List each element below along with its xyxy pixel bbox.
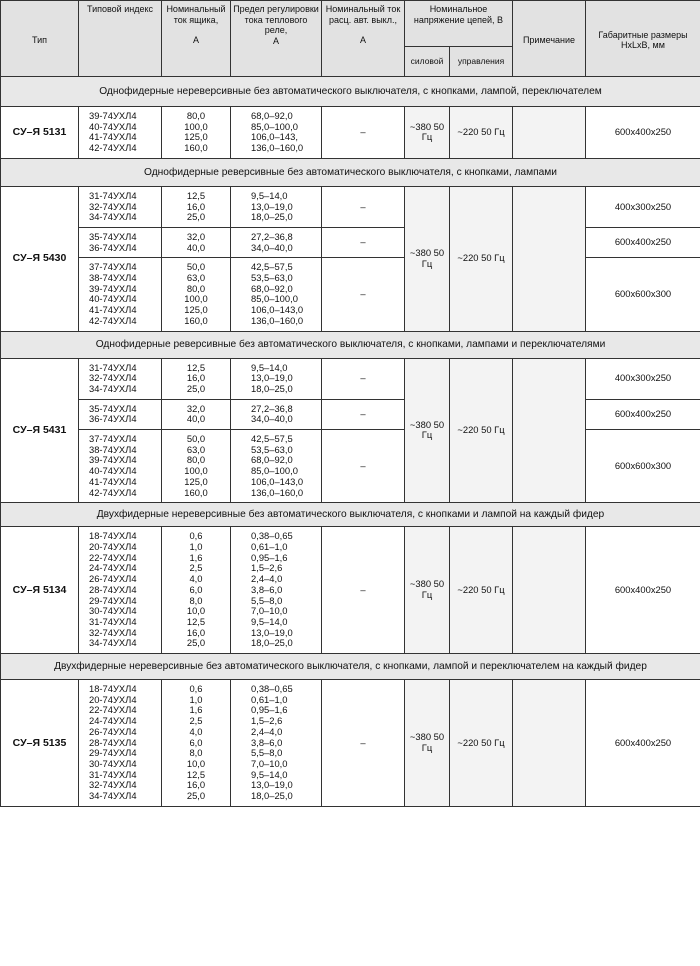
box-current-cell-line: 2,5: [189, 715, 203, 727]
type-index-cell-line: 24-74УХЛ4: [89, 715, 137, 727]
box-current-cell-line: 1,0: [189, 540, 203, 552]
section-title: Однофидерные нереверсивные без автоматического выключателя, с кнопками, лампой, переключателем: [1, 77, 700, 107]
box-current-cell-line: 160,0: [184, 486, 208, 498]
type-index-cell-line: 20-74УХЛ4: [89, 540, 137, 552]
box-current-cell-line: 63,0: [186, 272, 206, 284]
header-index: Типовой индекс: [79, 1, 162, 77]
device-type: СУ–Я 5135: [1, 680, 79, 807]
thermal-range-cell: [231, 258, 322, 331]
section-title-row: [1, 654, 700, 680]
type-index-cell-line: 39-74УХЛ4: [89, 454, 137, 466]
box-current-cell-line: 16,0: [186, 779, 206, 791]
thermal-range-cell-line: 9,5–14,0: [251, 189, 288, 201]
box-current-cell-line: 100,0: [184, 120, 208, 132]
header-box-current: Номинальный ток ящика, А: [162, 1, 231, 77]
box-current-cell-line: 12,5: [186, 615, 206, 627]
header-note: Примечание: [513, 1, 586, 77]
breaker-current-cell: –: [322, 107, 405, 159]
thermal-range-cell-line: 42,5–57,5: [251, 433, 293, 445]
box-current-cell-line: 50,0: [186, 433, 206, 445]
box-current-cell-line: 80,0: [186, 282, 206, 294]
box-current-cell-line: 100,0: [184, 465, 208, 477]
header-voltage-power: силовой: [405, 47, 450, 77]
breaker-current-cell: –: [322, 358, 405, 399]
type-index-cell-line: 35-74УХЛ4: [89, 402, 137, 414]
breaker-current-cell: –: [322, 399, 405, 429]
box-current-cell: [162, 527, 231, 654]
thermal-range-cell-line: 18,0–25,0: [251, 382, 293, 394]
type-index-cell-line: 39-74УХЛ4: [89, 282, 137, 294]
thermal-range-cell-line: 5,5–8,0: [251, 594, 283, 606]
dims-cell: 600x400x250: [586, 107, 700, 159]
table-row: [1, 399, 700, 429]
section-title: Двухфидерные нереверсивные без автоматического выключателя, с кнопками и лампой на каждый фидер: [1, 503, 700, 527]
type-index-cell-line: 40-74УХЛ4: [89, 465, 137, 477]
box-current-cell-line: 16,0: [186, 200, 206, 212]
thermal-range-cell-line: 18,0–25,0: [251, 637, 293, 649]
thermal-range-cell-line: 34,0–40,0: [251, 413, 293, 425]
type-index-cell-line: 40-74УХЛ4: [89, 293, 137, 305]
type-index-cell-line: 22-74УХЛ4: [89, 551, 137, 563]
thermal-range-cell: [231, 399, 322, 429]
type-index-cell-line: 31-74УХЛ4: [89, 361, 137, 373]
thermal-range-cell-line: 136,0–160,0: [251, 142, 304, 154]
type-index-cell-line: 29-74УХЛ4: [89, 594, 137, 606]
box-current-cell-line: 160,0: [184, 142, 208, 154]
type-index-cell-line: 41-74УХЛ4: [89, 475, 137, 487]
thermal-range-cell-line: 68,0–92,0: [251, 282, 293, 294]
thermal-range-cell-line: 13,0–19,0: [251, 779, 293, 791]
type-index-cell-line: 35-74УХЛ4: [89, 230, 137, 242]
breaker-current-cell: –: [322, 227, 405, 257]
table-row: [1, 527, 700, 654]
box-current-cell-line: 32,0: [186, 402, 206, 414]
thermal-range-cell: [231, 680, 322, 807]
type-index-cell: [79, 430, 162, 503]
box-current-cell-line: 32,0: [186, 230, 206, 242]
box-current-cell-line: 50,0: [186, 261, 206, 273]
box-current-cell-line: 16,0: [186, 372, 206, 384]
dims-cell: 600x400x250: [586, 527, 700, 654]
voltage-control-cell: ~220 50 Гц: [450, 107, 513, 159]
box-current-cell: [162, 107, 231, 159]
voltage-control-cell: ~220 50 Гц: [450, 680, 513, 807]
header-voltage-control: управления: [450, 47, 513, 77]
voltage-power-cell: ~380 50 Гц: [405, 680, 450, 807]
table-row: [1, 430, 700, 503]
thermal-range-cell-line: 68,0–92,0: [251, 454, 293, 466]
box-current-cell-line: 25,0: [186, 790, 206, 802]
type-index-cell: [79, 527, 162, 654]
dims-cell: 600x600x300: [586, 258, 700, 331]
type-index-cell-line: 40-74УХЛ4: [89, 120, 137, 132]
box-current-cell-line: 25,0: [186, 382, 206, 394]
box-current-cell-line: 8,0: [189, 747, 203, 759]
thermal-range-cell-line: 0,61–1,0: [251, 540, 288, 552]
device-type: СУ–Я 5431: [1, 358, 79, 503]
breaker-current-cell: –: [322, 527, 405, 654]
box-current-cell-line: 63,0: [186, 443, 206, 455]
type-index-cell-line: 41-74УХЛ4: [89, 304, 137, 316]
section-title: Однофидерные реверсивные без автоматического выключателя, с кнопками, лампами: [1, 158, 700, 186]
box-current-cell: [162, 430, 231, 503]
note-cell: [513, 186, 586, 331]
type-index-cell-line: 34-74УХЛ4: [89, 790, 137, 802]
type-index-cell-line: 42-74УХЛ4: [89, 142, 137, 154]
box-current-cell-line: 8,0: [189, 594, 203, 606]
type-index-cell-line: 29-74УХЛ4: [89, 747, 137, 759]
note-cell: [513, 358, 586, 503]
type-index-cell-line: 31-74УХЛ4: [89, 615, 137, 627]
thermal-range-cell-line: 27,2–36,8: [251, 402, 293, 414]
type-index-cell-line: 34-74УХЛ4: [89, 382, 137, 394]
header-breaker-current: Номинальный ток расц. авт. выкл., А: [322, 1, 405, 77]
box-current-cell-line: 100,0: [184, 293, 208, 305]
thermal-range-cell-line: 1,5–2,6: [251, 715, 283, 727]
box-current-cell-line: 12,5: [186, 768, 206, 780]
type-index-cell-line: 38-74УХЛ4: [89, 443, 137, 455]
thermal-range-cell-line: 18,0–25,0: [251, 211, 293, 223]
thermal-range-cell-line: 0,95–1,6: [251, 704, 288, 716]
box-current-cell-line: 25,0: [186, 637, 206, 649]
type-index-cell-line: 34-74УХЛ4: [89, 637, 137, 649]
type-index-cell-line: 28-74УХЛ4: [89, 736, 137, 748]
thermal-range-cell-line: 9,5–14,0: [251, 615, 288, 627]
box-current-cell-line: 2,5: [189, 562, 203, 574]
thermal-range-cell-line: 136,0–160,0: [251, 314, 304, 326]
type-index-cell: [79, 399, 162, 429]
box-current-cell-line: 40,0: [186, 241, 206, 253]
type-index-cell-line: 32-74УХЛ4: [89, 626, 137, 638]
thermal-range-cell-line: 27,2–36,8: [251, 230, 293, 242]
note-cell: [513, 527, 586, 654]
thermal-range-cell-line: 136,0–160,0: [251, 486, 304, 498]
box-current-cell-line: 12,5: [186, 361, 206, 373]
section-title: Однофидерные реверсивные без автоматического выключателя, с кнопками, лампами и переключателями: [1, 331, 700, 358]
type-index-cell-line: 31-74УХЛ4: [89, 768, 137, 780]
dims-cell: 600x600x300: [586, 430, 700, 503]
type-index-cell-line: 37-74УХЛ4: [89, 433, 137, 445]
type-index-cell-line: 30-74УХЛ4: [89, 757, 137, 769]
table-row: [1, 680, 700, 807]
voltage-control-cell: ~220 50 Гц: [450, 186, 513, 331]
type-index-cell-line: 32-74УХЛ4: [89, 372, 137, 384]
thermal-range-cell-line: 1,5–2,6: [251, 562, 283, 574]
type-index-cell-line: 36-74УХЛ4: [89, 413, 137, 425]
box-current-cell-line: 80,0: [186, 110, 206, 121]
breaker-current-cell: –: [322, 430, 405, 503]
box-current-cell-line: 125,0: [184, 131, 208, 143]
box-current-cell: [162, 399, 231, 429]
thermal-range-cell-line: 106,0–143,: [251, 131, 298, 143]
table-row: [1, 358, 700, 399]
thermal-range-cell-line: 5,5–8,0: [251, 747, 283, 759]
breaker-current-cell: –: [322, 258, 405, 331]
thermal-range-cell-line: 7,0–10,0: [251, 757, 288, 769]
thermal-range-cell-line: 53,5–63,0: [251, 272, 293, 284]
box-current-cell-line: 160,0: [184, 314, 208, 326]
type-index-cell-line: 32-74УХЛ4: [89, 200, 137, 212]
thermal-range-cell-line: 85,0–100,0: [251, 465, 298, 477]
table-row: [1, 227, 700, 257]
thermal-range-cell: [231, 358, 322, 399]
box-current-cell-line: 0,6: [189, 683, 203, 695]
thermal-range-cell: [231, 527, 322, 654]
thermal-range-cell-line: 3,8–6,0: [251, 736, 283, 748]
section-title-row: [1, 77, 700, 107]
table-row: [1, 186, 700, 227]
table-row: [1, 107, 700, 159]
box-current-cell: [162, 227, 231, 257]
thermal-range-cell-line: 106,0–143,0: [251, 475, 304, 487]
thermal-range-cell: [231, 186, 322, 227]
thermal-range-cell-line: 13,0–19,0: [251, 626, 293, 638]
type-index-cell: [79, 358, 162, 399]
thermal-range-cell-line: 13,0–19,0: [251, 372, 293, 384]
section-title-row: [1, 158, 700, 186]
type-index-cell-line: 39-74УХЛ4: [89, 110, 137, 121]
box-current-cell-line: 6,0: [189, 736, 203, 748]
type-index-cell-line: 38-74УХЛ4: [89, 272, 137, 284]
type-index-cell: [79, 258, 162, 331]
box-current-cell-line: 125,0: [184, 475, 208, 487]
thermal-range-cell-line: 85,0–100,0: [251, 293, 298, 305]
thermal-range-cell: [231, 227, 322, 257]
type-index-cell-line: 26-74УХЛ4: [89, 573, 137, 585]
dims-cell: 600x400x250: [586, 680, 700, 807]
dims-cell: 400x300x250: [586, 358, 700, 399]
type-index-cell-line: 34-74УХЛ4: [89, 211, 137, 223]
box-current-cell: [162, 186, 231, 227]
note-cell: [513, 107, 586, 159]
box-current-cell-line: 6,0: [189, 583, 203, 595]
box-current-cell: [162, 358, 231, 399]
box-current-cell-line: 0,6: [189, 530, 203, 542]
thermal-range-cell: [231, 107, 322, 159]
box-current-cell-line: 1,6: [189, 551, 203, 563]
type-index-cell: [79, 680, 162, 807]
thermal-range-cell-line: 0,38–0,65: [251, 530, 293, 542]
breaker-current-cell: –: [322, 186, 405, 227]
type-index-cell-line: 26-74УХЛ4: [89, 725, 137, 737]
thermal-range-cell-line: 9,5–14,0: [251, 361, 288, 373]
thermal-range-cell-line: 34,0–40,0: [251, 241, 293, 253]
type-index-cell-line: 36-74УХЛ4: [89, 241, 137, 253]
thermal-range-cell-line: 53,5–63,0: [251, 443, 293, 455]
box-current-cell-line: 12,5: [186, 189, 206, 201]
section-title-row: [1, 331, 700, 358]
section-title-row: [1, 503, 700, 527]
type-index-cell-line: 41-74УХЛ4: [89, 131, 137, 143]
thermal-range-cell-line: 18,0–25,0: [251, 790, 293, 802]
header-type: Тип: [1, 1, 79, 77]
box-current-cell-line: 4,0: [189, 725, 203, 737]
box-current-cell-line: 25,0: [186, 211, 206, 223]
thermal-range-cell-line: 0,61–1,0: [251, 693, 288, 705]
box-current-cell-line: 1,6: [189, 704, 203, 716]
device-type: СУ–Я 5131: [1, 107, 79, 159]
type-index-cell-line: 32-74УХЛ4: [89, 779, 137, 791]
thermal-range-cell-line: 85,0–100,0: [251, 120, 298, 132]
dims-cell: 600x400x250: [586, 399, 700, 429]
thermal-range-cell-line: 0,95–1,6: [251, 551, 288, 563]
thermal-range-cell-line: 7,0–10,0: [251, 605, 288, 617]
type-index-cell-line: 28-74УХЛ4: [89, 583, 137, 595]
box-current-cell-line: 80,0: [186, 454, 206, 466]
box-current-cell-line: 125,0: [184, 304, 208, 316]
dims-cell: 600x400x250: [586, 227, 700, 257]
type-index-cell-line: 37-74УХЛ4: [89, 261, 137, 273]
box-current-cell-line: 40,0: [186, 413, 206, 425]
voltage-power-cell: ~380 50 Гц: [405, 186, 450, 331]
type-index-cell-line: 31-74УХЛ4: [89, 189, 137, 201]
breaker-current-cell: –: [322, 680, 405, 807]
voltage-power-cell: ~380 50 Гц: [405, 107, 450, 159]
voltage-power-cell: ~380 50 Гц: [405, 527, 450, 654]
thermal-range-cell-line: 3,8–6,0: [251, 583, 283, 595]
device-type: СУ–Я 5134: [1, 527, 79, 654]
type-index-cell: [79, 186, 162, 227]
header-thermal-limit: Предел регулировки тока теплового реле, А: [231, 1, 322, 77]
type-index-cell-line: 20-74УХЛ4: [89, 693, 137, 705]
box-current-cell-line: 10,0: [186, 605, 206, 617]
thermal-range-cell-line: 42,5–57,5: [251, 261, 293, 273]
dims-cell: 400x300x250: [586, 186, 700, 227]
thermal-range-cell-line: 106,0–143,0: [251, 304, 304, 316]
table-row: [1, 258, 700, 331]
header-dims: Габаритные размеры HxLxB, мм: [586, 1, 700, 77]
type-index-cell: [79, 107, 162, 159]
box-current-cell: [162, 680, 231, 807]
box-current-cell-line: 10,0: [186, 757, 206, 769]
type-index-cell-line: 42-74УХЛ4: [89, 314, 137, 326]
voltage-control-cell: ~220 50 Гц: [450, 527, 513, 654]
header-voltage: Номинальное напряжение цепей, В: [405, 1, 513, 47]
voltage-power-cell: ~380 50 Гц: [405, 358, 450, 503]
thermal-range-cell-line: 13,0–19,0: [251, 200, 293, 212]
box-current-cell: [162, 258, 231, 331]
table-header: [1, 1, 700, 77]
thermal-range-cell-line: 0,38–0,65: [251, 683, 293, 695]
box-current-cell-line: 16,0: [186, 626, 206, 638]
device-type: СУ–Я 5430: [1, 186, 79, 331]
thermal-range-cell-line: 2,4–4,0: [251, 725, 283, 737]
section-title: Двухфидерные нереверсивные без автоматического выключателя, с кнопками, лампой и переключателем на каждый фидер: [1, 654, 700, 680]
type-index-cell-line: 18-74УХЛ4: [89, 530, 137, 542]
type-index-cell-line: 22-74УХЛ4: [89, 704, 137, 716]
type-index-cell-line: 18-74УХЛ4: [89, 683, 137, 695]
thermal-range-cell-line: 68,0–92,0: [251, 110, 293, 121]
type-index-cell-line: 24-74УХЛ4: [89, 562, 137, 574]
type-index-cell-line: 42-74УХЛ4: [89, 486, 137, 498]
box-current-cell-line: 4,0: [189, 573, 203, 585]
voltage-control-cell: ~220 50 Гц: [450, 358, 513, 503]
box-current-cell-line: 1,0: [189, 693, 203, 705]
thermal-range-cell-line: 2,4–4,0: [251, 573, 283, 585]
note-cell: [513, 680, 586, 807]
type-index-cell: [79, 227, 162, 257]
type-index-cell-line: 30-74УХЛ4: [89, 605, 137, 617]
thermal-range-cell-line: 9,5–14,0: [251, 768, 288, 780]
thermal-range-cell: [231, 430, 322, 503]
table-body: [1, 77, 700, 807]
